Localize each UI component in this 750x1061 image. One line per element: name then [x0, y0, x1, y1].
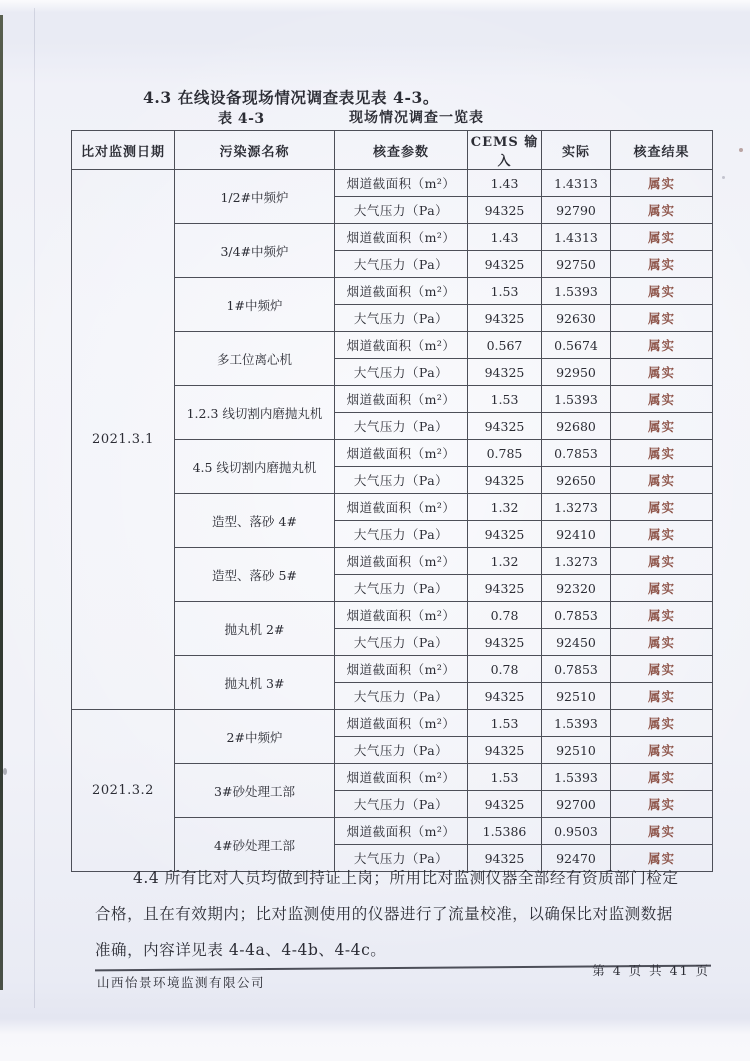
- check-parameter-cell: 烟道截面积（m²）: [335, 278, 468, 305]
- scan-speck: [739, 148, 743, 152]
- paragraph-4-4-line-3: 准确，内容详见表 4-4a、4-4b、4-4c。: [95, 941, 387, 959]
- cems-input-value-cell: 1.53: [468, 710, 542, 737]
- actual-value-cell: 1.5393: [542, 278, 611, 305]
- cems-input-value-cell: 1.32: [468, 494, 542, 521]
- cems-input-value-cell: 1.32: [468, 548, 542, 575]
- actual-value-cell: 92410: [542, 521, 611, 548]
- actual-value-cell: 1.3273: [542, 494, 611, 521]
- scan-crease-line: [34, 8, 35, 1008]
- check-parameter-cell: 大气压力（Pa）: [335, 413, 468, 440]
- check-parameter-cell: 大气压力（Pa）: [335, 197, 468, 224]
- check-parameter-cell: 大气压力（Pa）: [335, 251, 468, 278]
- check-result-cell: 属实: [611, 251, 713, 278]
- monitoring-date-cell: 2021.3.1: [72, 170, 175, 710]
- footer-company-name: 山西怡景环境监测有限公司: [97, 975, 266, 990]
- cems-input-value-cell: 1.5386: [468, 818, 542, 845]
- cems-input-value-cell: 94325: [468, 467, 542, 494]
- check-parameter-cell: 大气压力（Pa）: [335, 359, 468, 386]
- cems-input-value-cell: 94325: [468, 359, 542, 386]
- actual-value-cell: 1.5393: [542, 764, 611, 791]
- actual-value-cell: 92510: [542, 737, 611, 764]
- scan-left-edge-shadow: [0, 15, 3, 990]
- check-parameter-cell: 烟道截面积（m²）: [335, 710, 468, 737]
- column-header-1: 污染源名称: [175, 131, 335, 170]
- check-parameter-cell: 烟道截面积（m²）: [335, 764, 468, 791]
- actual-value-cell: 92950: [542, 359, 611, 386]
- paragraph-4-4-line-1: 4.4 所有比对人员均做到持证上岗；所用比对监测仪器全部经有资质部门检定: [133, 869, 679, 887]
- column-header-0: 比对监测日期: [72, 131, 175, 170]
- pollution-source-name-cell: 4.5 线切割内磨抛丸机: [175, 440, 335, 494]
- check-parameter-cell: 烟道截面积（m²）: [335, 656, 468, 683]
- pollution-source-name-cell: 1/2#中频炉: [175, 170, 335, 224]
- pollution-source-name-cell: 造型、落砂 5#: [175, 548, 335, 602]
- paragraph-4-4-line-2: 合格，且在有效期内；比对监测使用的仪器进行了流量校准，以确保比对监测数据: [95, 905, 673, 923]
- check-result-cell: 属实: [611, 278, 713, 305]
- pollution-source-name-cell: 4#砂处理工部: [175, 818, 335, 872]
- check-result-cell: 属实: [611, 305, 713, 332]
- cems-input-value-cell: 94325: [468, 737, 542, 764]
- cems-input-value-cell: 0.78: [468, 602, 542, 629]
- check-parameter-cell: 烟道截面积（m²）: [335, 224, 468, 251]
- pollution-source-name-cell: 抛丸机 3#: [175, 656, 335, 710]
- actual-value-cell: 92650: [542, 467, 611, 494]
- cems-input-value-cell: 1.43: [468, 224, 542, 251]
- check-result-cell: 属实: [611, 197, 713, 224]
- column-header-2: 核查参数: [335, 131, 468, 170]
- actual-value-cell: 92700: [542, 791, 611, 818]
- check-parameter-cell: 大气压力（Pa）: [335, 305, 468, 332]
- actual-value-cell: 1.5393: [542, 386, 611, 413]
- actual-value-cell: 92470: [542, 845, 611, 872]
- column-header-5: 核查结果: [611, 131, 713, 170]
- actual-value-cell: 92510: [542, 683, 611, 710]
- check-parameter-cell: 大气压力（Pa）: [335, 737, 468, 764]
- cems-input-value-cell: 1.53: [468, 278, 542, 305]
- cems-input-value-cell: 94325: [468, 521, 542, 548]
- check-parameter-cell: 大气压力（Pa）: [335, 521, 468, 548]
- check-result-cell: 属实: [611, 602, 713, 629]
- table-header-row: [72, 131, 713, 170]
- cems-input-value-cell: 0.567: [468, 332, 542, 359]
- actual-value-cell: 1.5393: [542, 710, 611, 737]
- pollution-source-name-cell: 多工位离心机: [175, 332, 335, 386]
- cems-input-value-cell: 94325: [468, 197, 542, 224]
- actual-value-cell: 1.3273: [542, 548, 611, 575]
- column-header-3: CEMS 输入: [468, 131, 542, 170]
- cems-input-value-cell: 94325: [468, 683, 542, 710]
- actual-value-cell: 0.7853: [542, 656, 611, 683]
- actual-value-cell: 92750: [542, 251, 611, 278]
- cems-input-value-cell: 1.43: [468, 170, 542, 197]
- table-row: [72, 170, 713, 197]
- scan-speck: [3, 768, 7, 775]
- check-result-cell: 属实: [611, 575, 713, 602]
- check-result-cell: 属实: [611, 521, 713, 548]
- check-result-cell: 属实: [611, 332, 713, 359]
- actual-value-cell: 0.7853: [542, 440, 611, 467]
- site-survey-table: [71, 130, 713, 872]
- pollution-source-name-cell: 抛丸机 2#: [175, 602, 335, 656]
- check-result-cell: 属实: [611, 440, 713, 467]
- check-parameter-cell: 烟道截面积（m²）: [335, 494, 468, 521]
- monitoring-date-cell: 2021.3.2: [72, 710, 175, 872]
- actual-value-cell: 92320: [542, 575, 611, 602]
- check-result-cell: 属实: [611, 413, 713, 440]
- pollution-source-name-cell: 1.2.3 线切割内磨抛丸机: [175, 386, 335, 440]
- actual-value-cell: 0.7853: [542, 602, 611, 629]
- check-result-cell: 属实: [611, 683, 713, 710]
- section-4-3-heading: 4.3 在线设备现场情况调查表见表 4-3。: [143, 88, 439, 107]
- footer-page-number: 第 4 页 共 41 页: [592, 963, 710, 978]
- check-result-cell: 属实: [611, 494, 713, 521]
- pollution-source-name-cell: 3/4#中频炉: [175, 224, 335, 278]
- check-result-cell: 属实: [611, 818, 713, 845]
- check-result-cell: 属实: [611, 845, 713, 872]
- cems-input-value-cell: 94325: [468, 305, 542, 332]
- cems-input-value-cell: 94325: [468, 413, 542, 440]
- check-result-cell: 属实: [611, 359, 713, 386]
- check-parameter-cell: 大气压力（Pa）: [335, 683, 468, 710]
- actual-value-cell: 0.5674: [542, 332, 611, 359]
- check-parameter-cell: 大气压力（Pa）: [335, 791, 468, 818]
- table-4-3-label: 表 4-3: [218, 111, 265, 127]
- check-result-cell: 属实: [611, 548, 713, 575]
- cems-input-value-cell: 94325: [468, 845, 542, 872]
- cems-input-value-cell: 1.53: [468, 386, 542, 413]
- check-result-cell: 属实: [611, 467, 713, 494]
- check-result-cell: 属实: [611, 764, 713, 791]
- cems-input-value-cell: 0.785: [468, 440, 542, 467]
- check-result-cell: 属实: [611, 170, 713, 197]
- check-result-cell: 属实: [611, 629, 713, 656]
- check-parameter-cell: 大气压力（Pa）: [335, 467, 468, 494]
- check-parameter-cell: 烟道截面积（m²）: [335, 170, 468, 197]
- column-header-4: 实际: [542, 131, 611, 170]
- check-parameter-cell: 烟道截面积（m²）: [335, 548, 468, 575]
- cems-input-value-cell: 1.53: [468, 764, 542, 791]
- check-result-cell: 属实: [611, 224, 713, 251]
- pollution-source-name-cell: 造型、落砂 4#: [175, 494, 335, 548]
- check-parameter-cell: 大气压力（Pa）: [335, 575, 468, 602]
- actual-value-cell: 1.4313: [542, 224, 611, 251]
- pollution-source-name-cell: 2#中频炉: [175, 710, 335, 764]
- cems-input-value-cell: 94325: [468, 629, 542, 656]
- pollution-source-name-cell: 1#中频炉: [175, 278, 335, 332]
- check-parameter-cell: 烟道截面积（m²）: [335, 332, 468, 359]
- cems-input-value-cell: 94325: [468, 575, 542, 602]
- check-parameter-cell: 烟道截面积（m²）: [335, 440, 468, 467]
- check-result-cell: 属实: [611, 710, 713, 737]
- actual-value-cell: 92680: [542, 413, 611, 440]
- check-result-cell: 属实: [611, 656, 713, 683]
- actual-value-cell: 1.4313: [542, 170, 611, 197]
- check-parameter-cell: 大气压力（Pa）: [335, 845, 468, 872]
- check-result-cell: 属实: [611, 386, 713, 413]
- check-parameter-cell: 大气压力（Pa）: [335, 629, 468, 656]
- cems-input-value-cell: 94325: [468, 791, 542, 818]
- check-result-cell: 属实: [611, 791, 713, 818]
- check-parameter-cell: 烟道截面积（m²）: [335, 602, 468, 629]
- table-row: [72, 710, 713, 737]
- actual-value-cell: 92790: [542, 197, 611, 224]
- check-result-cell: 属实: [611, 737, 713, 764]
- check-parameter-cell: 烟道截面积（m²）: [335, 386, 468, 413]
- pollution-source-name-cell: 3#砂处理工部: [175, 764, 335, 818]
- cems-input-value-cell: 94325: [468, 251, 542, 278]
- cems-input-value-cell: 0.78: [468, 656, 542, 683]
- actual-value-cell: 92630: [542, 305, 611, 332]
- scan-speck: [722, 176, 725, 179]
- check-parameter-cell: 烟道截面积（m²）: [335, 818, 468, 845]
- actual-value-cell: 0.9503: [542, 818, 611, 845]
- actual-value-cell: 92450: [542, 629, 611, 656]
- table-4-3-title: 现场情况调查一览表: [349, 110, 484, 126]
